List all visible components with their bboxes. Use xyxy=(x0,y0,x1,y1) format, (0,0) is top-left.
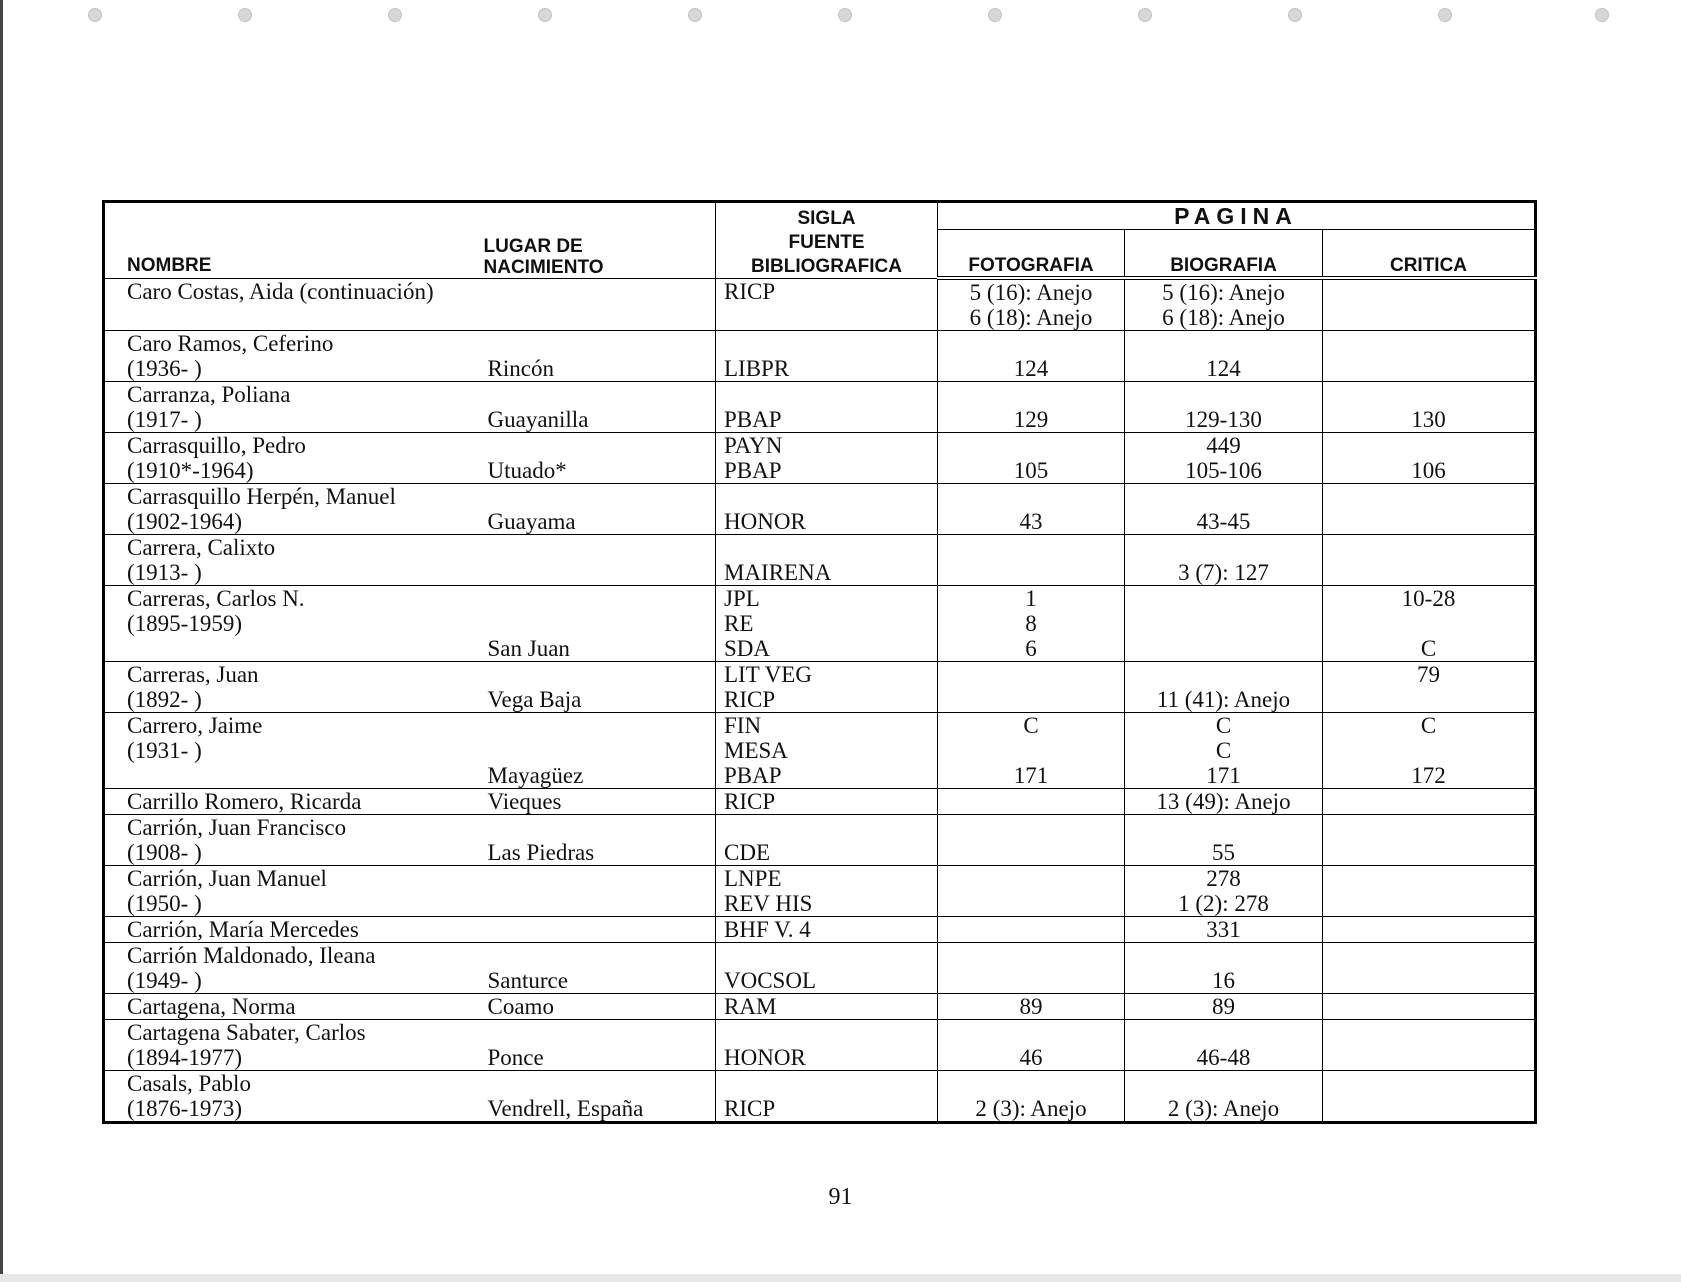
nombre-cell-line: (1950- ) xyxy=(127,891,202,916)
table-row xyxy=(104,484,1536,535)
nombre-cell-line xyxy=(127,636,480,661)
fotografia-cell xyxy=(938,917,1125,943)
lugar-cell: San Juan xyxy=(484,586,716,662)
header-fotografia: FOTOGRAFIA xyxy=(938,230,1125,279)
fotografia-cell xyxy=(938,535,1125,586)
fotografia-cell xyxy=(938,662,1125,713)
lugar-cell: Guayama xyxy=(484,484,716,535)
biografia-cell-line: 1 (2): 278 xyxy=(1178,891,1269,916)
sigla-cell xyxy=(716,815,938,866)
biografia-cell-line xyxy=(1129,382,1318,407)
fotografia-cell xyxy=(938,943,1125,994)
fotografia-cell-line: 43 xyxy=(1019,509,1043,534)
nombre-cell xyxy=(104,535,484,586)
sigla-cell xyxy=(716,278,938,331)
binding-hole xyxy=(1595,8,1609,22)
fotografia-cell-line xyxy=(942,433,1120,458)
nombre-cell-line: (1949- ) xyxy=(127,968,202,993)
biografia-cell xyxy=(1125,535,1323,586)
binding-hole xyxy=(1288,8,1302,22)
nombre-cell xyxy=(104,1071,484,1123)
table-row xyxy=(104,866,1536,917)
fotografia-cell-line: C xyxy=(1023,713,1039,738)
fotografia-cell-line xyxy=(942,738,1120,763)
sigla-cell-line: RICP xyxy=(724,687,776,712)
lugar-cell: Ponce xyxy=(484,1020,716,1071)
table-header xyxy=(104,202,1536,279)
fotografia-cell-line: 2 (3): Anejo xyxy=(975,1096,1087,1121)
lugar-cell xyxy=(484,535,716,586)
nombre-cell-line: Carreras, Juan xyxy=(127,662,259,687)
fotografia-cell-line: 1 xyxy=(1025,586,1037,611)
sigla-cell xyxy=(716,994,938,1020)
biografia-cell xyxy=(1125,331,1323,382)
fotografia-cell-line xyxy=(942,943,1120,968)
fotografia-cell xyxy=(938,815,1125,866)
sigla-cell xyxy=(716,662,938,713)
sigla-cell-line: HONOR xyxy=(724,509,806,534)
nombre-cell xyxy=(104,815,484,866)
critica-cell xyxy=(1323,994,1536,1020)
fotografia-cell-line xyxy=(942,484,1120,509)
nombre-cell-line: Carrero, Jaime xyxy=(127,713,263,738)
nombre-cell-line xyxy=(127,763,480,788)
critica-cell xyxy=(1323,789,1536,815)
sigla-cell-line: LIT VEG xyxy=(724,662,812,687)
fotografia-cell-line: 8 xyxy=(1025,611,1037,636)
biografia-cell-line xyxy=(1129,586,1318,611)
nombre-cell xyxy=(104,433,484,484)
header-sigla-line1: SIGLA xyxy=(797,207,856,229)
table-row xyxy=(104,1071,1536,1123)
nombre-cell xyxy=(104,331,484,382)
biografia-cell xyxy=(1125,866,1323,917)
sigla-cell-line: JPL xyxy=(724,586,760,611)
fotografia-cell-line xyxy=(942,1071,1120,1096)
sigla-cell-line: MESA xyxy=(724,738,788,763)
biografia-cell xyxy=(1125,1071,1323,1123)
sigla-cell-line: PBAP xyxy=(724,407,782,432)
critica-cell-line xyxy=(1327,535,1530,560)
biografia-cell-line: 89 xyxy=(1212,994,1235,1019)
nombre-cell-line: (1917- ) xyxy=(127,407,202,432)
nombre-cell-line: Carrión, Juan Manuel xyxy=(127,866,327,891)
biografia-cell-line: 331 xyxy=(1206,917,1241,942)
biografia-cell-line xyxy=(1129,943,1318,968)
critica-cell-line xyxy=(1327,943,1530,968)
nombre-cell-line: Caro Ramos, Ceferino xyxy=(127,331,334,356)
sigla-cell xyxy=(716,789,938,815)
nombre-cell-line: (1913- ) xyxy=(127,560,202,585)
critica-cell xyxy=(1323,433,1536,484)
biografia-cell xyxy=(1125,943,1323,994)
nombre-cell xyxy=(104,789,484,815)
sigla-cell-line: CDE xyxy=(724,840,770,865)
biografia-cell-line: 13 (49): Anejo xyxy=(1156,789,1291,814)
bibliography-table xyxy=(102,200,1537,1124)
sigla-cell-line: RICP xyxy=(724,1096,776,1121)
fotografia-cell xyxy=(938,484,1125,535)
sigla-cell-line xyxy=(724,331,933,356)
critica-cell xyxy=(1323,278,1536,331)
sigla-cell-line xyxy=(724,943,933,968)
lugar-cell: Rincón xyxy=(484,331,716,382)
nombre-cell xyxy=(104,866,484,917)
nombre-cell xyxy=(104,917,484,943)
lugar-cell: Santurce xyxy=(484,943,716,994)
biografia-cell-line: 449 xyxy=(1206,433,1241,458)
sigla-cell xyxy=(716,1071,938,1123)
sigla-cell xyxy=(716,917,938,943)
header-nombre: NOMBRE xyxy=(104,202,484,279)
fotografia-cell-line: 105 xyxy=(1013,458,1049,483)
critica-cell xyxy=(1323,866,1536,917)
sigla-cell xyxy=(716,866,938,917)
nombre-cell-line: (1902-1964) xyxy=(127,509,242,534)
biografia-cell-line: C xyxy=(1215,713,1232,738)
table-row xyxy=(104,331,1536,382)
nombre-cell xyxy=(104,382,484,433)
critica-cell xyxy=(1323,331,1536,382)
sigla-cell-line: PBAP xyxy=(724,458,782,483)
sigla-cell-line xyxy=(724,382,933,407)
binding-hole xyxy=(688,8,702,22)
sigla-cell-line: BHF V. 4 xyxy=(724,917,811,942)
header-lugar-nacimiento xyxy=(484,202,716,279)
header-pagina: PAGINA xyxy=(938,202,1536,230)
sigla-cell xyxy=(716,943,938,994)
binding-hole xyxy=(1138,8,1152,22)
lugar-cell: Coamo xyxy=(484,994,716,1020)
sigla-cell-line: VOCSOL xyxy=(724,968,817,993)
table-row xyxy=(104,586,1536,662)
fotografia-cell-line xyxy=(942,382,1120,407)
fotografia-cell xyxy=(938,789,1125,815)
nombre-cell xyxy=(104,484,484,535)
lugar-cell: Vieques xyxy=(484,789,716,815)
critica-cell-line xyxy=(1327,738,1530,763)
nombre-cell-line: Carrión Maldonado, Ileana xyxy=(127,943,376,968)
nombre-cell-line: (1894-1977) xyxy=(127,1045,242,1070)
biografia-cell xyxy=(1125,484,1323,535)
nombre-cell xyxy=(104,713,484,789)
biografia-cell-line: 11 (41): Anejo xyxy=(1156,687,1291,712)
nombre-cell xyxy=(104,1020,484,1071)
fotografia-cell xyxy=(938,278,1125,331)
critica-cell xyxy=(1323,713,1536,789)
nombre-cell xyxy=(104,278,484,331)
table-row xyxy=(104,1020,1536,1071)
nombre-cell-line: (1910*-1964) xyxy=(127,458,254,483)
biografia-cell-line: C xyxy=(1215,738,1232,763)
lugar-cell xyxy=(484,917,716,943)
nombre-cell-line: Carrillo Romero, Ricarda xyxy=(127,789,362,814)
biografia-cell-line: 105-106 xyxy=(1185,458,1262,483)
binding-hole xyxy=(538,8,552,22)
biografia-cell-line: 43-45 xyxy=(1196,509,1251,534)
critica-cell xyxy=(1323,535,1536,586)
biografia-cell-line xyxy=(1129,484,1318,509)
nombre-cell-line: (1936- ) xyxy=(127,356,202,381)
biografia-cell-line: 3 (7): 127 xyxy=(1178,560,1269,585)
fotografia-cell xyxy=(938,713,1125,789)
sigla-cell-line xyxy=(724,484,933,509)
sigla-cell-line xyxy=(724,815,933,840)
table-row xyxy=(104,789,1536,815)
biografia-cell-line: 5 (16): Anejo xyxy=(1162,280,1285,305)
sigla-cell-line: REV HIS xyxy=(724,891,813,916)
biografia-cell-line xyxy=(1129,1020,1318,1045)
binding-hole xyxy=(388,8,402,22)
critica-cell-line xyxy=(1327,382,1530,407)
fotografia-cell-line: 5 (16): Anejo xyxy=(969,280,1093,305)
biografia-cell xyxy=(1125,789,1323,815)
critica-cell xyxy=(1323,1071,1536,1123)
table-row xyxy=(104,815,1536,866)
fotografia-cell xyxy=(938,433,1125,484)
nombre-cell-line: Carreras, Carlos N. xyxy=(127,586,305,611)
nombre-cell-line: Carrasquillo, Pedro xyxy=(127,433,306,458)
fotografia-cell-line: 124 xyxy=(1013,356,1049,381)
sigla-cell xyxy=(716,713,938,789)
table-row xyxy=(104,917,1536,943)
nombre-cell xyxy=(104,994,484,1020)
lugar-cell xyxy=(484,866,716,917)
critica-cell xyxy=(1323,484,1536,535)
critica-cell xyxy=(1323,815,1536,866)
binding-hole xyxy=(988,8,1002,22)
table-row xyxy=(104,943,1536,994)
critica-cell-line xyxy=(1327,866,1530,891)
critica-cell-line: C xyxy=(1420,713,1437,738)
lugar-cell: Vendrell, España xyxy=(484,1071,716,1123)
fotografia-cell xyxy=(938,586,1125,662)
sigla-cell-line: LNPE xyxy=(724,866,782,891)
sigla-cell-line: HONOR xyxy=(724,1045,806,1070)
fotografia-cell xyxy=(938,1071,1125,1123)
fotografia-cell-line xyxy=(942,815,1120,840)
binding-hole xyxy=(838,8,852,22)
sigla-cell xyxy=(716,433,938,484)
critica-cell xyxy=(1323,586,1536,662)
table-row xyxy=(104,662,1536,713)
critica-cell-line xyxy=(1327,280,1530,305)
table-row xyxy=(104,278,1536,331)
critica-cell-line xyxy=(1327,484,1530,509)
nombre-cell-line: (1908- ) xyxy=(127,840,202,865)
nombre-cell xyxy=(104,943,484,994)
critica-cell-line: 10-28 xyxy=(1401,586,1456,611)
critica-cell xyxy=(1323,382,1536,433)
fotografia-cell-line xyxy=(942,662,1120,687)
nombre-cell-line: Carranza, Poliana xyxy=(127,382,291,407)
biografia-cell-line xyxy=(1129,662,1318,687)
nombre-cell-line: (1876-1973) xyxy=(127,1096,242,1121)
header-lugar-line2: NACIMIENTO xyxy=(483,256,604,278)
binding-hole xyxy=(88,8,102,22)
biografia-cell-line: 46-48 xyxy=(1196,1045,1251,1070)
page-number: 91 xyxy=(828,1184,853,1210)
fotografia-cell-line xyxy=(942,866,1120,891)
header-critica: CRITICA xyxy=(1323,230,1536,279)
biografia-cell-line xyxy=(1129,1071,1318,1096)
fotografia-cell xyxy=(938,866,1125,917)
critica-cell-line xyxy=(1327,331,1530,356)
nombre-cell-line: Carrión, María Mercedes xyxy=(127,917,359,942)
fotografia-cell xyxy=(938,331,1125,382)
nombre-cell-line: Cartagena, Norma xyxy=(127,994,296,1019)
critica-cell xyxy=(1323,943,1536,994)
sigla-cell xyxy=(716,331,938,382)
nombre-cell-line: Caro Costas, Aida (continuación) xyxy=(127,278,434,304)
sigla-cell xyxy=(716,535,938,586)
critica-cell-line xyxy=(1327,917,1530,942)
table-row xyxy=(104,535,1536,586)
table-row xyxy=(104,994,1536,1020)
nombre-cell-line: Carrión, Juan Francisco xyxy=(127,815,347,840)
fotografia-cell xyxy=(938,1020,1125,1071)
sigla-cell-line: LIBPR xyxy=(724,356,790,381)
biografia-cell-line xyxy=(1129,535,1318,560)
biografia-cell-line: 55 xyxy=(1212,840,1235,865)
nombre-cell-line: Casals, Pablo xyxy=(127,1071,251,1096)
critica-cell-line: 130 xyxy=(1411,407,1446,432)
biografia-cell-line xyxy=(1129,815,1318,840)
biografia-cell xyxy=(1125,994,1323,1020)
sigla-cell-line: SDA xyxy=(724,636,771,661)
sigla-cell-line: MAIRENA xyxy=(724,560,832,585)
fotografia-cell xyxy=(938,382,1125,433)
nombre-cell-line: (1895-1959) xyxy=(127,611,242,636)
biografia-cell-line: 16 xyxy=(1212,968,1235,993)
nombre-cell-line: Cartagena Sabater, Carlos xyxy=(127,1020,366,1045)
lugar-cell: Utuado* xyxy=(484,433,716,484)
sigla-cell-line xyxy=(724,535,933,560)
critica-cell xyxy=(1323,917,1536,943)
critica-cell-line xyxy=(1327,789,1530,814)
table-row xyxy=(104,433,1536,484)
critica-cell-line: C xyxy=(1420,636,1437,661)
fotografia-cell-line: 129 xyxy=(1013,407,1049,432)
biografia-cell xyxy=(1125,278,1323,331)
nombre-cell-line: Carrasquillo Herpén, Manuel xyxy=(127,484,396,509)
sigla-cell-line: FIN xyxy=(724,713,762,738)
nombre-cell-line: (1931- ) xyxy=(127,738,202,763)
sigla-cell xyxy=(716,484,938,535)
critica-cell-line xyxy=(1327,815,1530,840)
critica-cell-line: 106 xyxy=(1411,458,1446,483)
sigla-cell xyxy=(716,586,938,662)
fotografia-cell-line: 6 (18): Anejo xyxy=(969,305,1093,330)
critica-cell-line xyxy=(1327,433,1530,458)
sigla-cell-line: RICP xyxy=(724,789,776,814)
fotografia-cell-line xyxy=(942,331,1120,356)
critica-cell-line: 79 xyxy=(1417,662,1440,687)
header-biografia: BIOGRAFIA xyxy=(1125,230,1323,279)
header-sigla-line2: FUENTE xyxy=(788,231,865,253)
critica-cell-line xyxy=(1327,994,1530,1019)
biografia-cell xyxy=(1125,1020,1323,1071)
biografia-cell xyxy=(1125,815,1323,866)
biografia-cell-line: 278 xyxy=(1206,866,1241,891)
nombre-cell-line: Carrera, Calixto xyxy=(127,535,276,560)
biografia-cell xyxy=(1125,586,1323,662)
biografia-cell-line: 129-130 xyxy=(1185,407,1262,432)
critica-cell xyxy=(1323,662,1536,713)
lugar-cell xyxy=(484,278,716,331)
fotografia-cell-line: 171 xyxy=(1013,763,1049,788)
table-row xyxy=(104,382,1536,433)
nombre-cell-line: (1892- ) xyxy=(127,687,202,712)
header-sigla xyxy=(716,202,938,279)
biografia-cell-line: 124 xyxy=(1206,356,1241,381)
header-lugar-line1: LUGAR DE xyxy=(483,235,583,257)
lugar-cell: Mayagüez xyxy=(484,713,716,789)
binding-holes xyxy=(0,8,1681,28)
biografia-cell-line: 2 (3): Anejo xyxy=(1167,1096,1280,1121)
sigla-cell-line: RE xyxy=(724,611,754,636)
biografia-cell xyxy=(1125,713,1323,789)
biografia-cell-line xyxy=(1129,331,1318,356)
critica-cell xyxy=(1323,1020,1536,1071)
sigla-cell-line: PAYN xyxy=(724,433,783,458)
fotografia-cell-line xyxy=(942,789,1120,814)
critica-cell-line xyxy=(1327,1020,1530,1045)
nombre-cell xyxy=(104,586,484,662)
sigla-cell xyxy=(716,1020,938,1071)
fotografia-cell-line xyxy=(942,535,1120,560)
fotografia-cell-line: 89 xyxy=(1019,994,1043,1019)
lugar-cell: Las Piedras xyxy=(484,815,716,866)
critica-cell-line: 172 xyxy=(1411,763,1446,788)
fotografia-cell-line: 6 xyxy=(1025,636,1037,661)
sigla-cell-line: RICP xyxy=(724,278,776,304)
nombre-cell xyxy=(104,662,484,713)
sigla-cell xyxy=(716,382,938,433)
sigla-cell-line xyxy=(724,1020,933,1045)
fotografia-cell xyxy=(938,994,1125,1020)
biografia-cell xyxy=(1125,382,1323,433)
fotografia-cell-line xyxy=(942,917,1120,942)
table-body xyxy=(104,278,1536,1123)
biografia-cell-line: 171 xyxy=(1206,763,1241,788)
critica-cell-line xyxy=(1327,611,1530,636)
lugar-cell: Vega Baja xyxy=(484,662,716,713)
biografia-cell xyxy=(1125,433,1323,484)
biografia-cell-line: 6 (18): Anejo xyxy=(1162,305,1285,330)
page-edge-bottom xyxy=(0,1274,1681,1282)
sigla-cell-line xyxy=(724,1071,933,1096)
header-sigla-line3: BIBLIOGRAFICA xyxy=(751,255,902,277)
table-row xyxy=(104,713,1536,789)
fotografia-cell-line: 46 xyxy=(1019,1045,1043,1070)
biografia-cell xyxy=(1125,917,1323,943)
biografia-cell xyxy=(1125,662,1323,713)
fotografia-cell-line xyxy=(942,1020,1120,1045)
binding-hole xyxy=(238,8,252,22)
lugar-cell: Guayanilla xyxy=(484,382,716,433)
sigla-cell-line: RAM xyxy=(724,994,777,1019)
page-edge-left xyxy=(0,0,3,1282)
sigla-cell-line: PBAP xyxy=(724,763,782,788)
critica-cell-line xyxy=(1327,1071,1530,1096)
binding-hole xyxy=(1438,8,1452,22)
